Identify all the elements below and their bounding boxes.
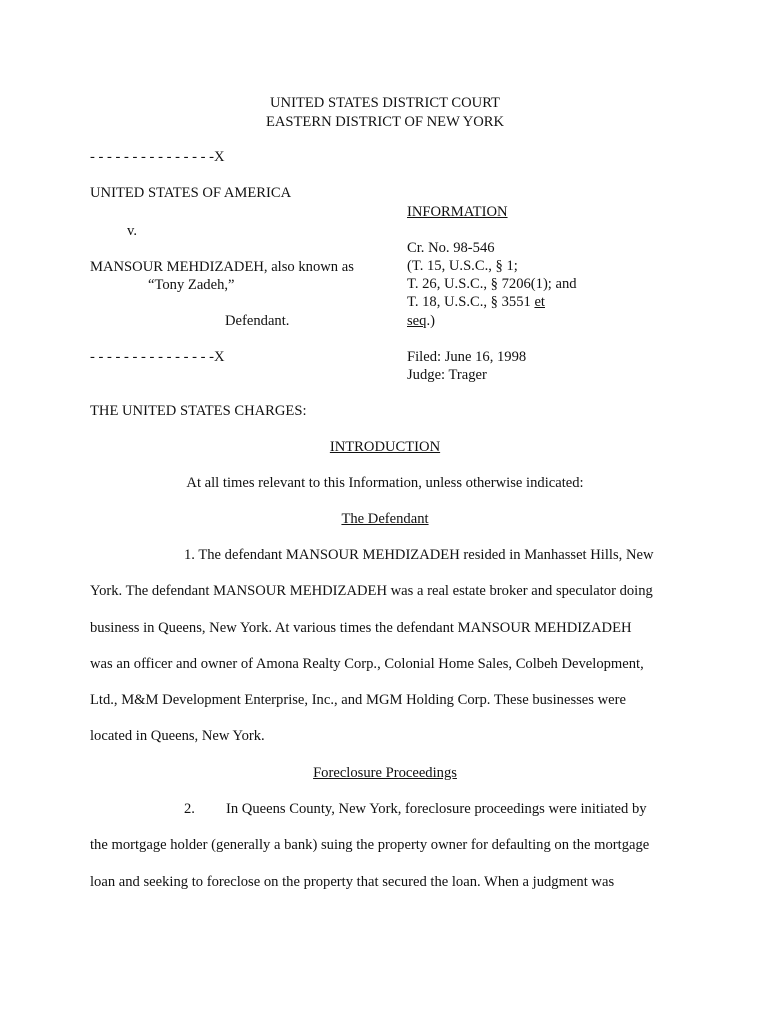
statute-line-4-suffix: .) [426, 313, 435, 329]
para1-line: York. The defendant MANSOUR MEHDIZADEH was a real estate broker and speculator doing [90, 583, 653, 599]
para2-line: loan and seeking to foreclose on the property that secured the loan. When a judgment was [90, 874, 615, 890]
plaintiff-name: UNITED STATES OF AMERICA [90, 185, 292, 201]
filed-date: Filed: June 16, 1998 [407, 349, 527, 365]
statute-line-1: (T. 15, U.S.C., § 1; [407, 258, 518, 274]
intro-heading: INTRODUCTION [329, 439, 441, 455]
charges-heading: THE UNITED STATES CHARGES: [90, 403, 307, 419]
relevance-statement: At all times relevant to this Information, unless otherwise indicated: [186, 475, 584, 491]
defendant-heading-wrap [0, 510, 770, 528]
court-name: UNITED STATES DISTRICT COURT [270, 95, 500, 111]
defendant-heading: The Defendant [341, 511, 429, 527]
document-type: INFORMATION [407, 204, 508, 220]
para2-line: In Queens County, New York, foreclosure proceedings were initiated by [226, 801, 647, 817]
para2-number: 2. [184, 801, 195, 817]
defendant-label: Defendant. [225, 313, 290, 329]
defendant-alias: “Tony Zadeh,” [148, 277, 235, 293]
statute-line-2: T. 26, U.S.C., § 7206(1); and [407, 276, 577, 292]
statute-line-3 [407, 293, 545, 311]
court-district: EASTERN DISTRICT OF NEW YORK [265, 114, 505, 130]
para2-line: the mortgage holder (generally a bank) suing the property owner for defaulting on the mortgage [90, 837, 650, 853]
para1-line: located in Queens, New York. [90, 728, 265, 744]
caption-divider-top: - - - - - - - - - - - - - - -X [90, 149, 225, 165]
statute-line-3-text: T. 18, U.S.C., § 3551 [407, 294, 535, 310]
judge-name: Judge: Trager [407, 367, 487, 383]
statute-seq: seq [407, 313, 427, 329]
para1-line: 1. The defendant MANSOUR MEHDIZADEH resided in Manhasset Hills, New [184, 547, 654, 563]
case-number: Cr. No. 98-546 [407, 240, 495, 256]
para1-line: business in Queens, New York. At various times the defendant MANSOUR MEHDIZADEH [90, 620, 632, 636]
defendant-name: MANSOUR MEHDIZADEH, also known as [90, 259, 354, 275]
para1-line: was an officer and owner of Amona Realty Corp., Colonial Home Sales, Colbeh Development, [90, 656, 644, 672]
statute-et: et [534, 294, 545, 310]
intro-heading-wrap [0, 438, 770, 456]
foreclosure-heading: Foreclosure Proceedings [313, 765, 457, 781]
statute-line-4 [407, 312, 435, 330]
para1-line: Ltd., M&M Development Enterprise, Inc., and MGM Holding Corp. These businesses were [90, 692, 626, 708]
foreclosure-heading-wrap [0, 764, 770, 782]
versus-label: v. [127, 223, 137, 239]
caption-divider-bottom: - - - - - - - - - - - - - - -X [90, 349, 225, 365]
